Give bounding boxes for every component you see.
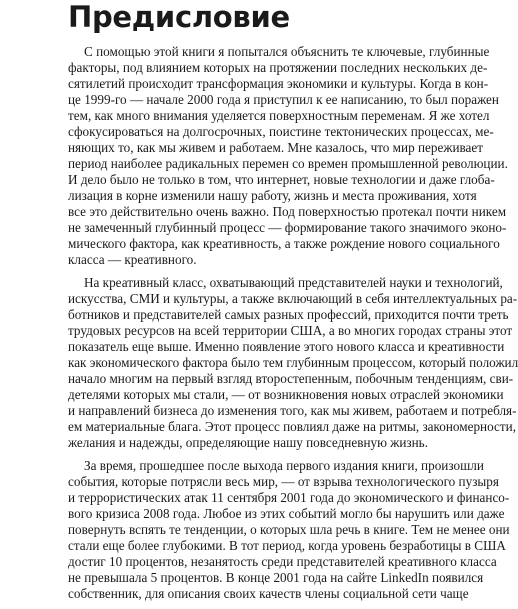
text-line: стали еще более глубокими. В тот период, когда уровень безработицы в США [68,538,506,553]
text-line: все это действительно очень важно. Под поверхностью протекал почти никем [68,204,507,219]
text-line: За время, прошедшее после выхода первого издания книги, произошли [84,458,484,473]
text-line: На креативный класс, охватывающий представителей науки и технологий, [84,275,503,290]
page-heading: Предисловие [68,0,290,34]
text-line: искусства, СМИ и культуры, а также включающий в себя интеллектуальных ра- [68,291,518,306]
text-line: мического фактора, как креативность, а также рождение нового социального [68,236,500,251]
text-line: собственник, для описания своих качеств члены социальной сети чаще [68,586,469,601]
text-line: няющих то, как мы живем и работаем. Мне казалось, что мир переживает [68,140,484,155]
text-line: события, которые потрясли весь мир, — от взрыва технологического пузыря [68,474,499,489]
text-line: желания и надежды, определяющие нашу повседневную жизнь. [68,435,428,450]
text-line: це 1999-го — начале 2000 года я приступил к ее написанию, то был поражен [68,92,499,107]
text-line: показатель еще выше. Именно появление этого нового класса и креативности [68,339,505,354]
text-line: И дело было не только в том, что интернет, новые технологии и даже глоба- [68,172,495,187]
paragraph [68,458,510,602]
text-line: ем материальные блага. Этот процесс повлиял даже на ритмы, закономерности, [68,419,516,434]
text-line: повернуть вспять те тенденции, о которых шла речь в книге. Тем не менее они [68,522,510,537]
text-line: С помощью этой книги я попытался объяснить те ключевые, глубинные [84,44,490,59]
text-line: начало многим на первый взгляд второстепенным, побочным тенденциям, сви- [68,371,514,386]
text-line: период наиболее радикальных перемен со времен промышленной революции. [68,156,508,171]
text-line: сятилетий происходит трансформация экономики и культуры. Когда в кон- [68,76,489,91]
text-line: ботников и представителей самых разных профессий, приходится почти треть [68,307,509,322]
text-line: тем, как много внимания уделяется поверхностным переменам. Я же хотел [68,108,490,123]
text-line: факторы, под влиянием которых на протяжении последних нескольких де- [68,60,488,75]
text-line: класса — креативного. [68,252,197,267]
text-line: и террористических атак 11 сентября 2001 года до экономического и финансо- [68,490,510,505]
text-line: лизация в корне изменили нашу работу, жизнь и места проживания, хотя [68,188,477,203]
body-text [68,44,518,609]
text-line: сфокусироваться на долгосрочных, поистине тектонических процессах, ме- [68,124,494,139]
text-line: не превышала 5 процентов. В конце 2001 года на сайте LinkedIn появился [68,570,484,585]
text-line: детелями которых мы стали, — от возникновения новых отраслей экономики [68,387,504,402]
text-line: и направлений бизнеса до изменения того, как мы живем, работаем и потребля- [68,403,517,418]
text-line: не замеченный глубинный процесс — формирование такого значимого эконо- [68,220,507,235]
paragraph [68,44,508,268]
text-line: как экономического фактора было тем глубинным процессом, который положил [68,355,518,370]
text-line: достиг 10 процентов, незанятость среди представителей креативного класса [68,554,497,569]
paragraph [68,275,518,451]
text-line: вого кризиса 2008 года. Любое из этих событий могло бы нарушить или даже [68,506,505,521]
text-line: трудовых ресурсов на всей территории США, а во многих городах страны этот [68,323,513,338]
